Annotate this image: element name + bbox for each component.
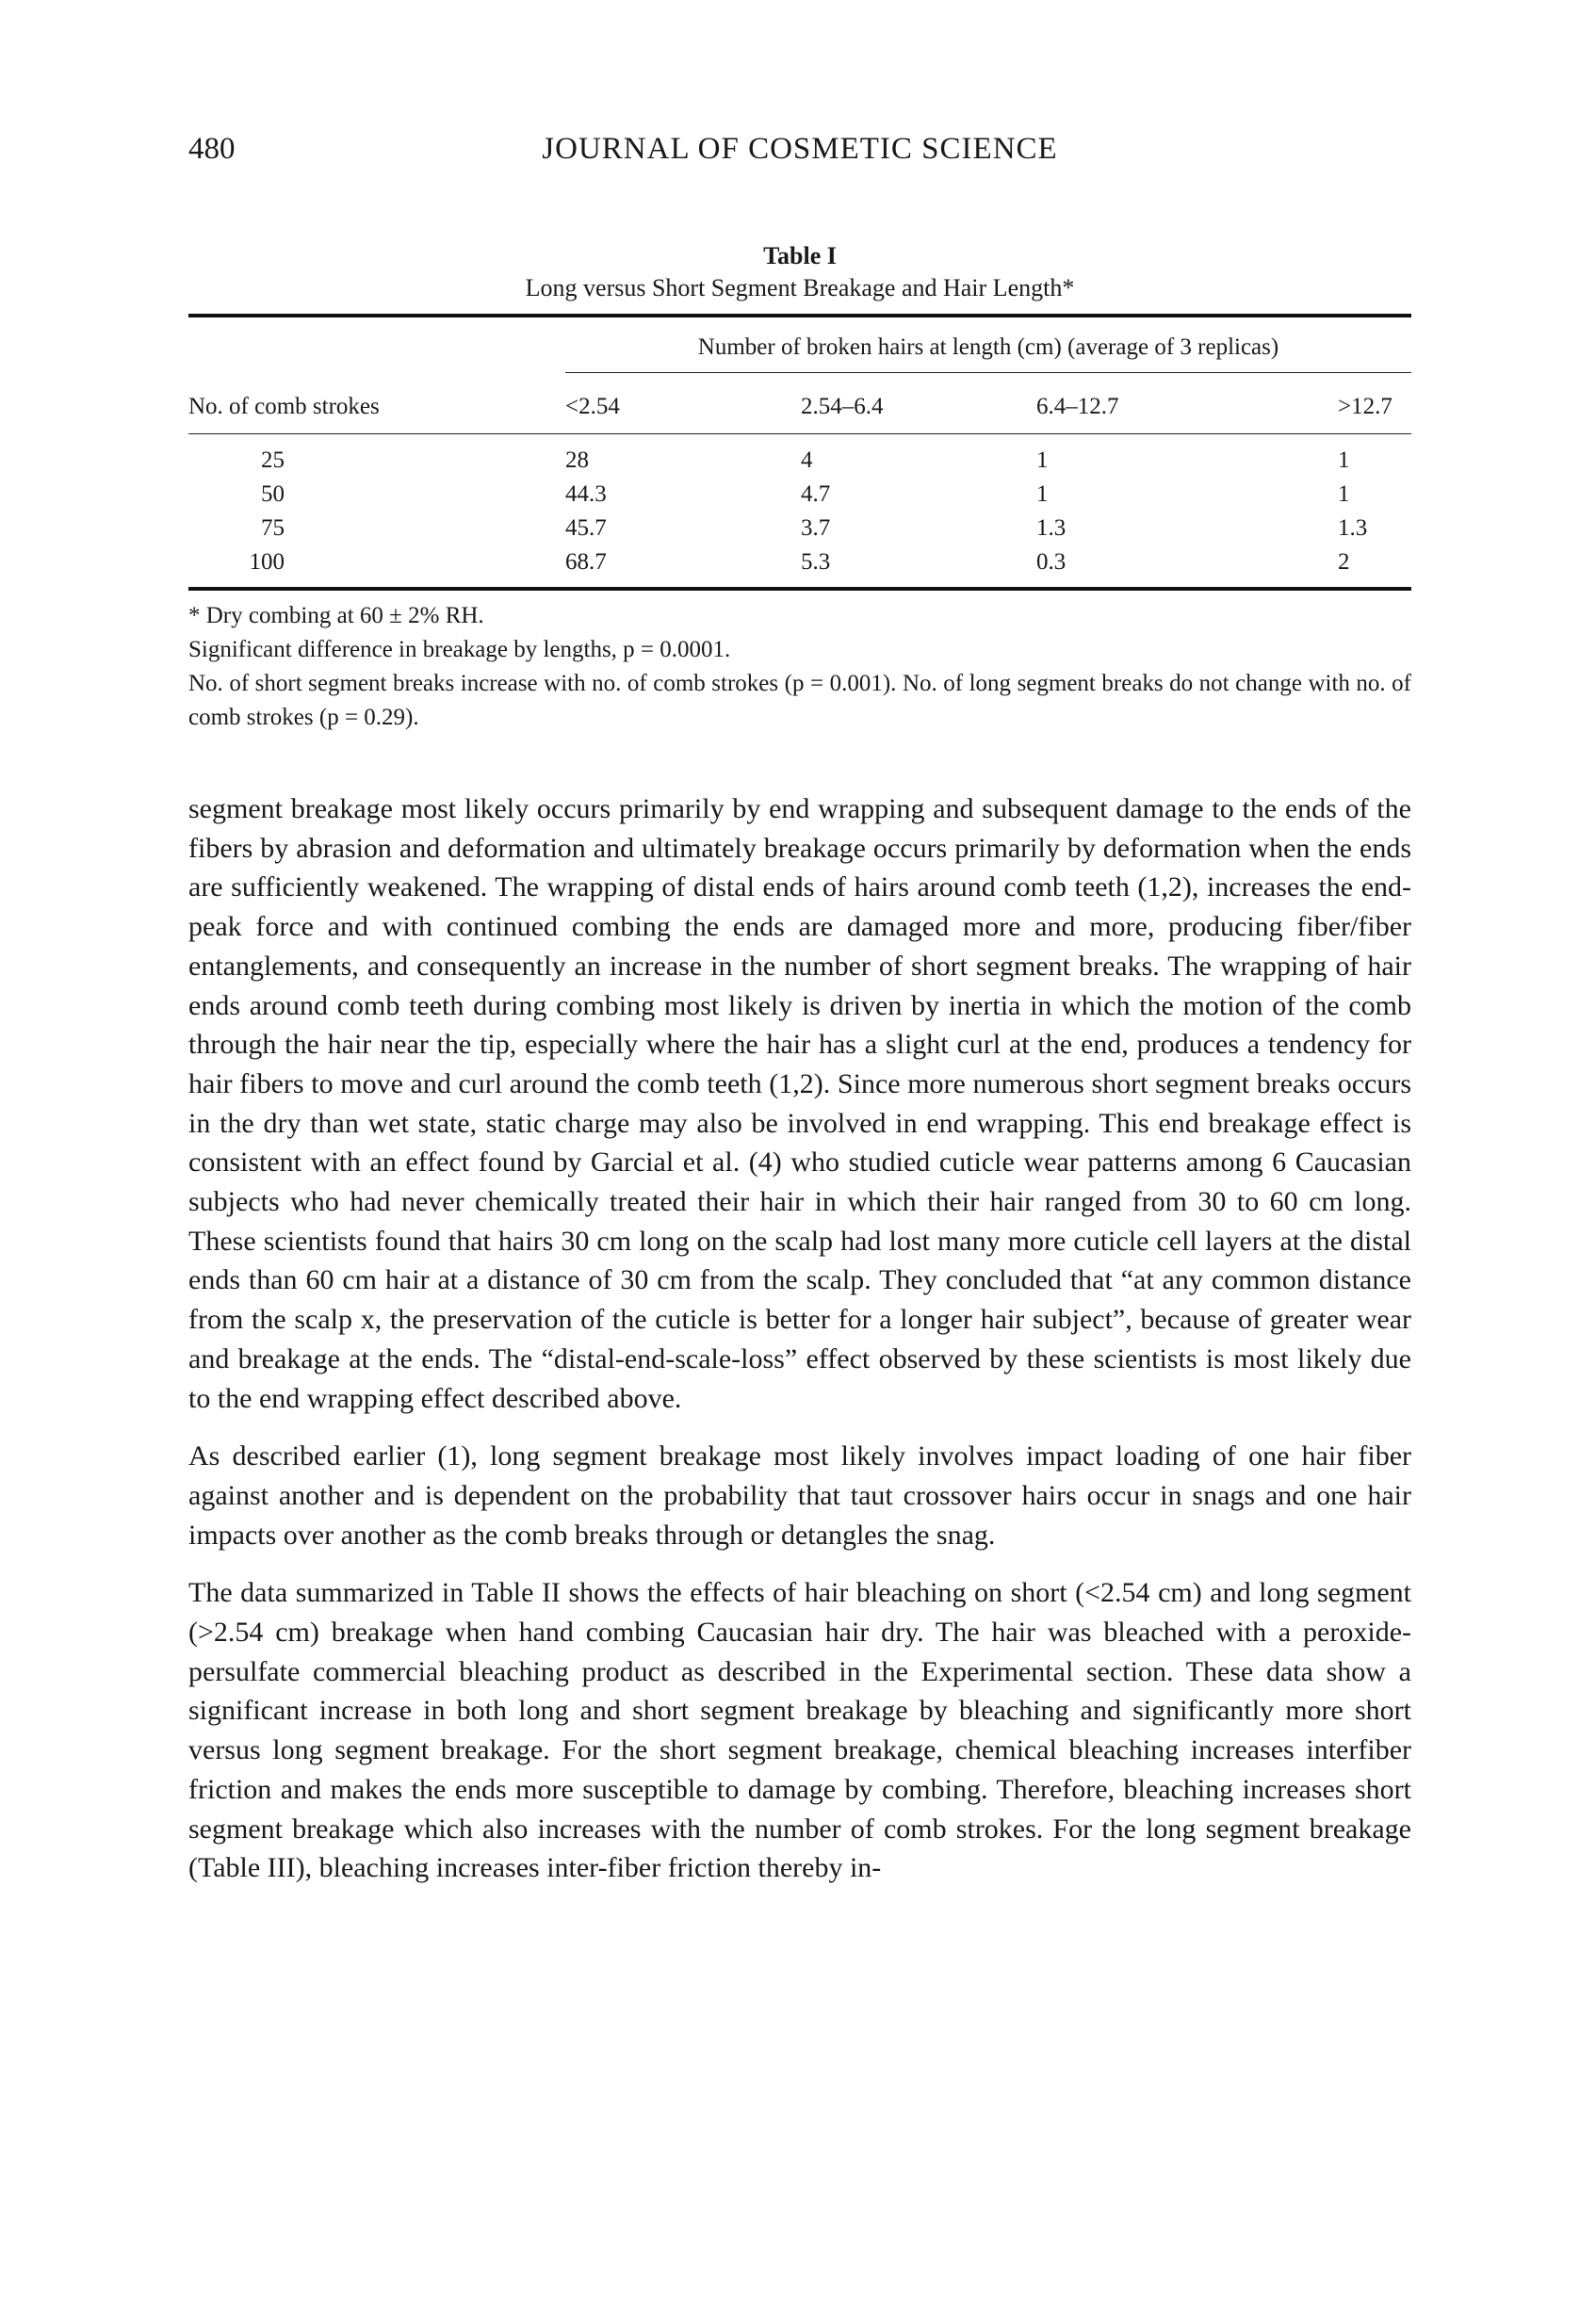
table-note: * Dry combing at 60 ± 2% RH. xyxy=(188,603,484,628)
page-header xyxy=(188,132,1411,174)
table-row xyxy=(188,545,1411,579)
table-cell: 1 xyxy=(1338,481,1350,507)
table-caption xyxy=(188,240,1411,304)
stroke-count: 75 xyxy=(261,515,285,541)
column-header: >12.7 xyxy=(1338,394,1392,419)
table-cell: 4 xyxy=(801,447,813,473)
table-cell: 0.3 xyxy=(1036,549,1067,575)
journal-title: JOURNAL OF COSMETIC SCIENCE xyxy=(542,132,1058,166)
table-cell: 45.7 xyxy=(565,515,607,541)
column-header: 2.54–6.4 xyxy=(801,394,884,419)
table-cell: 4.7 xyxy=(801,481,831,507)
table-row xyxy=(188,478,1411,512)
column-header: 6.4–12.7 xyxy=(1036,394,1119,419)
table-row xyxy=(188,512,1411,545)
table-notes xyxy=(188,599,1411,735)
spanning-header: Number of broken hairs at length (cm) (average of 3 replicas) xyxy=(697,334,1279,360)
table-cell xyxy=(188,478,565,512)
table-bottom-rule xyxy=(188,587,1411,591)
column-header: <2.54 xyxy=(565,394,620,419)
table-cell: 5.3 xyxy=(801,549,831,575)
stroke-count: 100 xyxy=(249,549,285,575)
table-note: Significant difference in breakage by lengths, p = 0.0001. xyxy=(188,637,731,662)
table-cell: 1.3 xyxy=(1338,515,1368,541)
stroke-count: 25 xyxy=(261,447,285,473)
table-cell: 1.3 xyxy=(1036,515,1067,541)
table-cell: 3.7 xyxy=(801,515,831,541)
table-body xyxy=(188,434,1411,587)
table-row xyxy=(188,444,1411,478)
paragraph: segment breakage most likely occurs primarily by end wrapping and subsequent damage to the ends of the fibers by abrasion and deformation and ultimately breakage occurs primarily by deformation when the ends are sufficiently weakened. The wrapping of distal ends of hairs around comb teeth (1,2), increases the end-peak force and with continued combing the ends are damaged more and more, producing fiber/fiber entanglements, and consequently an increase in the number of short segment breaks. The wrapping of hair ends around comb teeth during combing most likely is driven by inertia in which the motion of the comb through the hair near the tip, especially where the hair has a slight curl at the end, produces a tendency for hair fibers to move and curl around the comb teeth (1,2). Since more numerous short segment breaks occurs in the dry than wet state, static charge may also be involved in end wrapping. This end breakage effect is consistent with an effect found by Garcial et al. (4) who studied cuticle wear patterns among 6 Caucasian subjects who had never chemically treated their hair in which their hair ranged from 30 to 60 cm long. These scientists found that hairs 30 cm long on the scalp had lost many more cuticle cell layers at the distal ends than 60 cm hair at a distance of 30 cm from the scalp. They concluded that “at any common distance from the scalp x, the preservation of the cuticle is better for a longer hair subject”, because of greater wear and breakage at the ends. The “distal-end-scale-loss” effect observed by these scientists is most likely due to the end wrapping effect described above. xyxy=(188,793,1411,1414)
table-cell: 1 xyxy=(1036,447,1049,473)
data-table xyxy=(188,314,1411,591)
table-cell: 68.7 xyxy=(565,549,607,575)
stroke-count: 50 xyxy=(261,481,285,507)
paragraph: The data summarized in Table II shows the effects of hair bleaching on short (<2.54 cm) and long segment (>2.54 cm) breakage when hand combing Caucasian hair dry. The hair was bleached with a peroxide-persulfate commercial bleaching product as described in the Experimental section. These data show a significant increase in both long and short segment breakage by bleaching and significantly more short versus long segment breakage. For the short segment breakage, chemical bleaching increases interfiber friction and makes the ends more susceptible to damage by combing. Therefore, bleaching increases short segment breakage which also increases with the number of comb strokes. For the long segment breakage (Table III), bleaching increases inter-fiber friction thereby in- xyxy=(188,1577,1411,1884)
table-title: Long versus Short Segment Breakage and Hair Length* xyxy=(525,274,1075,301)
table-cell: 2 xyxy=(1338,549,1350,575)
table-cell: 28 xyxy=(565,447,589,473)
table-cell xyxy=(188,444,565,478)
table-cell: 1 xyxy=(1036,481,1049,507)
body-text xyxy=(188,789,1411,1907)
table-cell xyxy=(188,545,565,579)
column-headers xyxy=(188,373,1411,433)
table-cell: 44.3 xyxy=(565,481,607,507)
table-cell: 1 xyxy=(1338,447,1350,473)
column-header: No. of comb strokes xyxy=(188,394,380,419)
table-cell xyxy=(188,512,565,545)
table-label: Table I xyxy=(763,242,837,269)
page-number: 480 xyxy=(188,132,236,166)
paragraph: As described earlier (1), long segment breakage most likely involves impact loading of one hair fiber against another and is dependent on the probability that taut crossover hairs occur in snags and one hair impacts over another as the comb breaks through or detangles the snag. xyxy=(188,1440,1411,1551)
table-note: No. of short segment breaks increase with no. of comb strokes (p = 0.001). No. of long segment breaks do not change with no. of comb strokes (p = 0.29). xyxy=(188,671,1411,730)
